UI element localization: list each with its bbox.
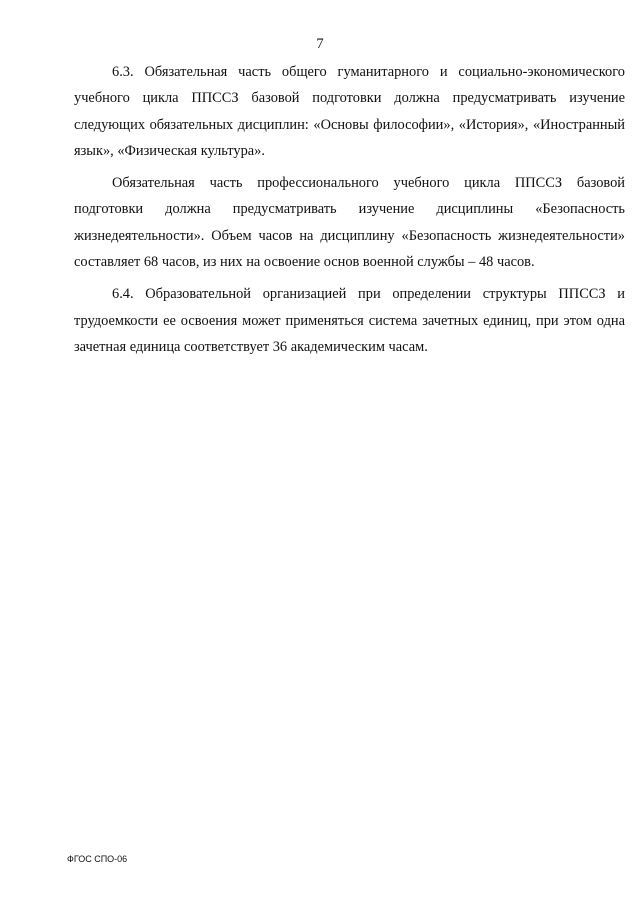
paragraph-6-4: 6.4. Образовательной организацией при определении структуры ППССЗ и трудоемкости ее освоения может применяться система зачетных единиц, при этом одна зачетная единица соответствует 36 академическим часам.: [74, 286, 625, 355]
paragraph-bzh: Обязательная часть профессионального учебного цикла ППССЗ базовой подготовки должна предусматривать изучение дисциплины «Безопасность жизнедеятельности». Объем часов на дисциплину «Безопасность жизнедеятельности» составляет 68 часов, из них на освоение основ военной службы – 48 часов.: [74, 175, 625, 271]
footer-code: ФГОС СПО-06: [67, 854, 128, 864]
document-body: [74, 59, 625, 360]
paragraph-6-3: 6.3. Обязательная часть общего гуманитарного и социально-экономического учебного цикла ППССЗ базовой подготовки должна предусматривать изучение следующих обязательных дисциплин: «Основы философии», «История», «Иностранный язык», «Физическая культура».: [74, 64, 625, 159]
page-number: 7: [316, 36, 324, 52]
